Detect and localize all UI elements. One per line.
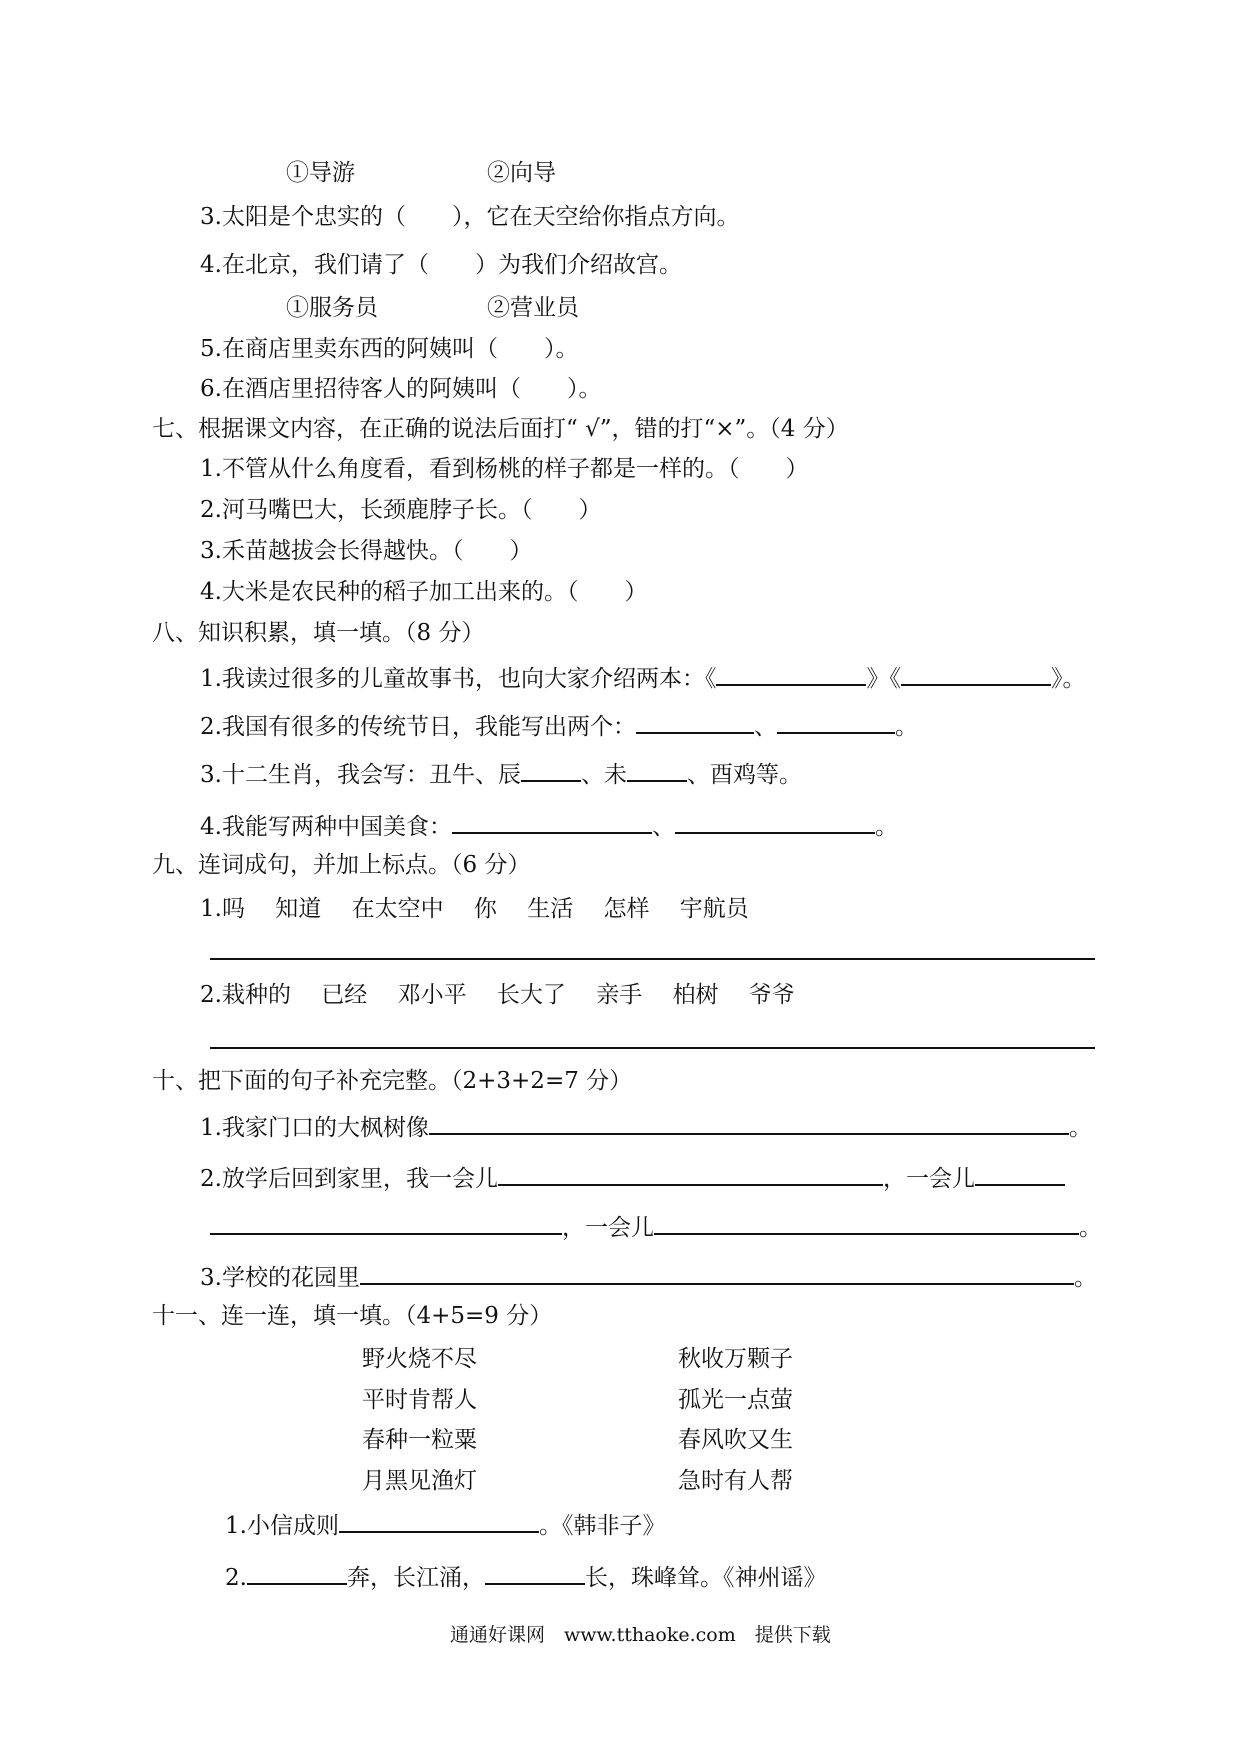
q6-item-3	[200, 202, 739, 232]
answer-line[interactable]	[210, 1047, 1095, 1049]
q6-item-6-text-b: ）。	[566, 376, 602, 402]
q7-item-3-text-b: ）	[509, 538, 533, 564]
match-left-item[interactable]: 平时肯帮人	[362, 1387, 477, 1413]
q8-item-2-text-c: 。	[894, 714, 918, 740]
answer-blank[interactable]	[901, 660, 1051, 686]
q7-item-2	[200, 495, 601, 525]
q10-item-3-text-b: 。	[1073, 1265, 1097, 1291]
answer-blank[interactable]	[498, 1160, 883, 1186]
q11-item-1	[225, 1507, 665, 1541]
q7-item-1-text-b: ）	[785, 456, 809, 482]
q6-item-6	[200, 374, 601, 404]
section-10-title: 十、把下面的句子补充完整。（2+3+2=7 分）	[152, 1068, 633, 1094]
q10-item-2-text-c: ，一会儿	[562, 1215, 654, 1241]
q9-item-2: 2.栽种的 已经 邓小平 长大了 亲手 柏树 爷爷	[200, 982, 795, 1008]
section-8-title: 八、知识积累，填一填。（8 分）	[152, 620, 485, 646]
q10-item-2-text-a: 2.放学后回到家里，我一会儿	[200, 1166, 498, 1192]
match-right-item[interactable]: 秋收万颗子	[678, 1346, 793, 1372]
q6-item-5-text-b: ）。	[543, 336, 579, 362]
q6-item-4-text-b: ）为我们介绍故宫。	[474, 252, 682, 278]
q10-item-2-text-b: ，一会儿	[882, 1166, 975, 1192]
q7-item-3-text-a: 3.禾苗越拔会长得越快。（	[200, 538, 464, 564]
answer-blank[interactable]	[654, 1209, 1079, 1235]
q8-item-4-text-c: 。	[874, 814, 898, 840]
q8-item-1-text-a: 1.我读过很多的儿童故事书，也向大家介绍两本：《	[200, 666, 717, 692]
q8-item-4	[200, 808, 898, 842]
q7-item-4	[200, 577, 647, 607]
q11-item-1-text-b: 。《韩非子》	[538, 1513, 666, 1539]
match-left-item[interactable]: 野火烧不尽	[362, 1346, 477, 1372]
answer-blank[interactable]	[485, 1559, 585, 1585]
q8-item-4-text-a: 4.我能写两种中国美食：	[200, 814, 452, 840]
q8-item-3-text-b: 、未	[580, 762, 627, 788]
answer-blank[interactable]	[521, 756, 581, 782]
q11-item-2	[225, 1559, 826, 1593]
q10-item-2-text-d: 。	[1079, 1215, 1102, 1241]
section-11-title: 十一、连一连，填一填。（4+5=9 分）	[152, 1303, 553, 1329]
match-right-item[interactable]: 急时有人帮	[678, 1468, 793, 1494]
q9-item-1: 1.吗 知道 在太空中 你 生活 怎样 宇航员	[200, 896, 749, 922]
q6-item-5-text-a: 5.在商店里卖东西的阿姨叫（	[200, 336, 498, 362]
match-right-item[interactable]: 孤光一点萤	[678, 1387, 793, 1413]
q7-item-3	[200, 536, 532, 566]
q7-item-4-text-b: ）	[624, 579, 648, 605]
q7-item-2-text-a: 2.河马嘴巴大，长颈鹿脖子长。（	[200, 497, 533, 523]
answer-blank[interactable]	[777, 708, 895, 734]
answer-blank[interactable]	[360, 1259, 1074, 1285]
q11-item-1-text-a: 1.小信成则	[225, 1513, 339, 1539]
q10-item-3	[200, 1259, 1097, 1293]
page-footer: 通通好课网 www.tthaoke.com 提供下载	[450, 1624, 831, 1646]
q10-item-1-text-a: 1.我家门口的大枫树像	[200, 1115, 429, 1141]
q8-item-1	[200, 660, 1085, 694]
answer-blank[interactable]	[247, 1559, 347, 1585]
option-fuwuyuan: ①服务员	[286, 295, 378, 321]
q7-item-4-text-a: 4.大米是农民种的稻子加工出来的。（	[200, 579, 579, 605]
q10-item-1	[200, 1109, 1092, 1143]
q11-item-2-text-b: 奔，长江涌，	[346, 1565, 485, 1591]
q8-item-3-text-a: 3.十二生肖，我会写：丑牛、辰	[200, 762, 521, 788]
q8-item-1-text-c: 》。	[1050, 666, 1086, 692]
q6-item-5	[200, 334, 578, 364]
match-right-item[interactable]: 春风吹又生	[678, 1427, 793, 1453]
q8-item-3	[200, 756, 802, 790]
section-7-title: 七、根据课文内容，在正确的说法后面打“ √”，错的打“×”。（4 分）	[152, 416, 849, 442]
option-xiangdao: ②向导	[487, 160, 556, 186]
answer-blank[interactable]	[627, 756, 687, 782]
answer-blank[interactable]	[675, 808, 875, 834]
q8-item-2	[200, 708, 918, 742]
q10-item-2-cont	[210, 1209, 1102, 1243]
section-9-title: 九、连词成句，并加上标点。（6 分）	[152, 852, 531, 878]
q7-item-1	[200, 454, 808, 484]
q6-item-4-text-a: 4.在北京，我们请了（	[200, 252, 429, 278]
q8-item-2-text-a: 2.我国有很多的传统节日，我能写出两个：	[200, 714, 636, 740]
q8-item-3-text-c: 、酉鸡等。	[686, 762, 802, 788]
match-left-item[interactable]: 春种一粒粟	[362, 1427, 477, 1453]
answer-blank[interactable]	[636, 708, 754, 734]
q6-item-4	[200, 250, 682, 280]
q11-item-2-text-c: 长，珠峰耸。《神州谣》	[584, 1565, 827, 1591]
q7-item-2-text-b: ）	[578, 497, 602, 523]
q10-item-3-text-a: 3.学校的花园里	[200, 1265, 360, 1291]
answer-blank[interactable]	[716, 660, 866, 686]
answer-blank[interactable]	[975, 1160, 1065, 1186]
option-yingyeyuan: ②营业员	[487, 295, 579, 321]
q6-item-6-text-a: 6.在酒店里招待客人的阿姨叫（	[200, 376, 521, 402]
answer-line[interactable]	[210, 958, 1095, 960]
q8-item-2-text-b: 、	[753, 714, 777, 740]
q8-item-1-text-b: 》《	[866, 666, 901, 692]
answer-blank[interactable]	[210, 1209, 562, 1235]
answer-blank[interactable]	[452, 808, 652, 834]
answer-blank[interactable]	[429, 1109, 1069, 1135]
q10-item-2	[200, 1160, 1065, 1194]
answer-blank[interactable]	[339, 1507, 539, 1533]
option-daoyou: ①导游	[286, 160, 355, 186]
q11-item-2-text-a: 2.	[225, 1565, 247, 1591]
q8-item-4-text-b: 、	[651, 814, 675, 840]
q6-item-3-text-b: ），它在天空给你指点方向。	[451, 204, 740, 230]
match-left-item[interactable]: 月黑见渔灯	[362, 1468, 477, 1494]
q10-item-1-text-b: 。	[1068, 1115, 1092, 1141]
q6-item-3-text-a: 3.太阳是个忠实的（	[200, 204, 406, 230]
q7-item-1-text-a: 1.不管从什么角度看，看到杨桃的样子都是一样的。（	[200, 456, 740, 482]
